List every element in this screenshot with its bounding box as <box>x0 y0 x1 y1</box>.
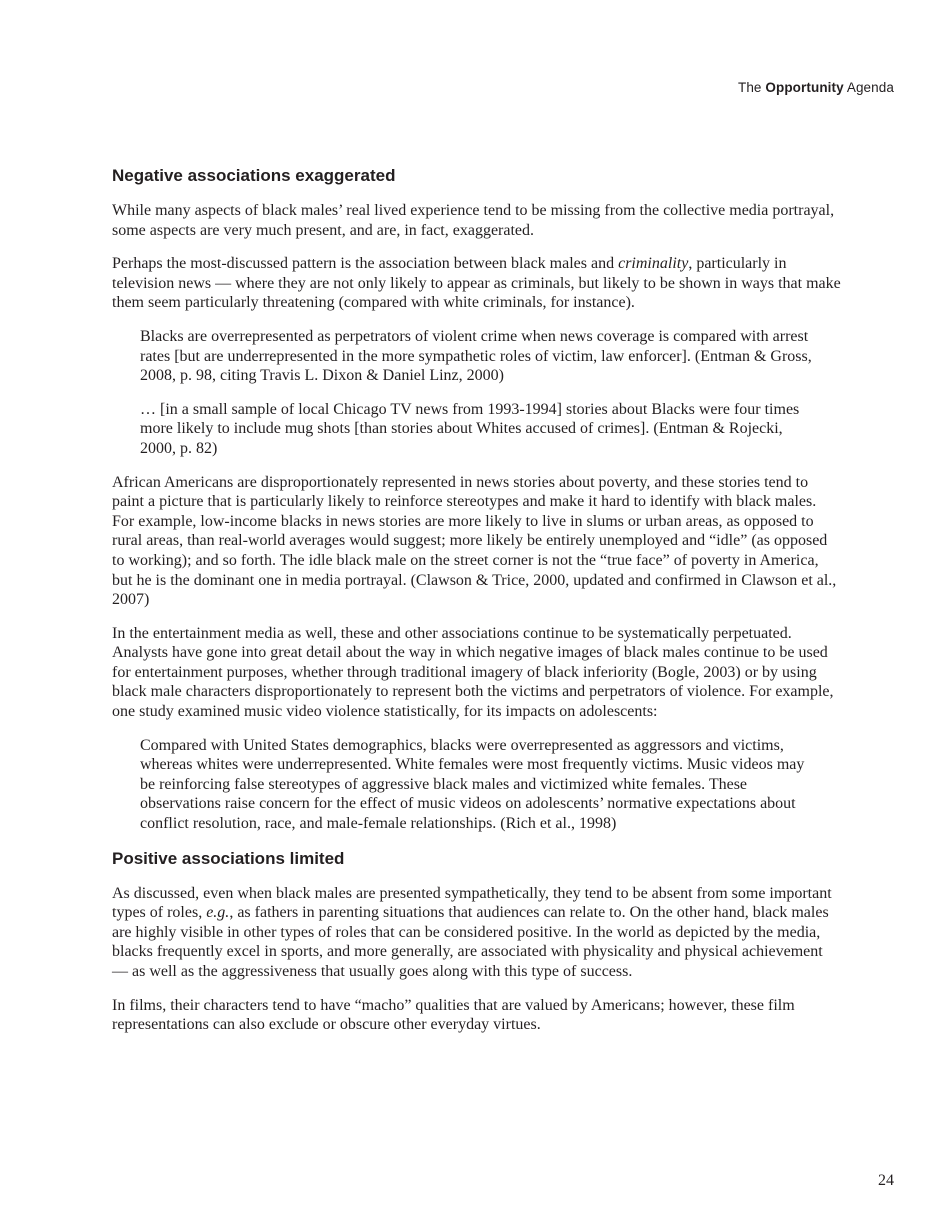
paragraph-entertainment: In the entertainment media as well, these and other associations continue to be systematically perpetuated. Analysts have gone into great detail about the way in which negative images of black males continue to be used for entertainment purposes, whether through traditional imagery of black inferiority (Bogle, 2003) or by using black male characters disproportionately to represent both the victims and perpetrators of violence. For example, one study examined music video violence statistically, for its impacts on adolescents: <box>112 624 834 721</box>
text-run: , particularly in television news — where they are not only likely to appear as criminals, but likely to be shown in ways that make them seem particularly threatening (compared with white criminals, for instance). <box>112 255 841 312</box>
header-suffix: Agenda <box>843 80 894 95</box>
paragraph-intro: While many aspects of black males’ real lived experience tend to be missing from the collective media portrayal, some aspects are very much present, and are, in fact, exaggerated. <box>112 202 835 239</box>
document-body <box>112 165 842 1049</box>
text-run: , as fathers in parenting situations that audiences can relate to. On the other hand, black males are highly visible in other types of roles that can be considered positive. In the world as depicted by the media, blacks frequently excel in sports, and more generally, are associated with physicality and physical achievement — as well as the aggressiveness that usually goes along with this type of success. <box>112 904 829 980</box>
paragraph-poverty: African Americans are disproportionately represented in news stories about poverty, and these stories tend to paint a picture that is particularly likely to reinforce stereotypes and make it hard to identify with black males. For example, low-income blacks in news stories are more likely to live in slums or urban areas, as opposed to rural areas, than real-world averages would suggest; more likely be entirely unemployed and “idle” (as opposed to working); and so forth. The idle black male on the street corner is not the “true face” of poverty in America, but he is the dominant one in media portrayal. (Clawson & Trice, 2000, updated and confirmed in Clawson et al., 2007) <box>112 473 837 609</box>
text-run: As discussed, even when black males are presented sympathetically, they tend to be absent from some important types of roles, <box>112 884 832 922</box>
text-run: Perhaps the most-discussed pattern is the association between black males and <box>112 255 619 273</box>
italic-term: criminality <box>618 255 689 273</box>
section-heading-negative: Negative associations exaggerated <box>112 166 396 185</box>
italic-term: e.g. <box>206 904 230 922</box>
block-quote-entman-gross: Blacks are overrepresented as perpetrators of violent crime when news coverage is compared with arrest rates [but are underrepresented in the more sympathetic roles of victim, law enforcer]. (Entman & Gross, 2008, p. 98, citing Travis L. Dixon & Daniel Linz, 2000) <box>140 327 812 385</box>
paragraph-criminality <box>112 254 842 313</box>
running-header <box>738 80 894 95</box>
header-brand: Opportunity <box>765 80 844 95</box>
block-quote-rich: Compared with United States demographics, blacks were overrepresented as aggressors and victims, whereas whites were underrepresented. White females were most frequently victims. Music videos may be reinforcing false stereotypes of aggressive black males and victimized white females. These observations raise concern for the effect of music videos on adolescents’ normative expectations about conflict resolution, race, and male-female relationships. (Rich et al., 1998) <box>140 736 805 833</box>
paragraph-films: In films, their characters tend to have “macho” qualities that are valued by Americans; however, these film representations can also exclude or obscure other everyday virtues. <box>112 996 795 1034</box>
page-number: 24 <box>878 1172 894 1189</box>
paragraph-roles <box>112 884 842 982</box>
block-quote-entman-rojecki: … [in a small sample of local Chicago TV news from 1993-1994] stories about Blacks were four times more likely to include mug shots [than stories about Whites accused of crimes]. (Entman & Rojecki, 2000, p. 82) <box>140 400 800 457</box>
section-heading-positive: Positive associations limited <box>112 848 345 868</box>
header-prefix: The <box>737 80 766 95</box>
